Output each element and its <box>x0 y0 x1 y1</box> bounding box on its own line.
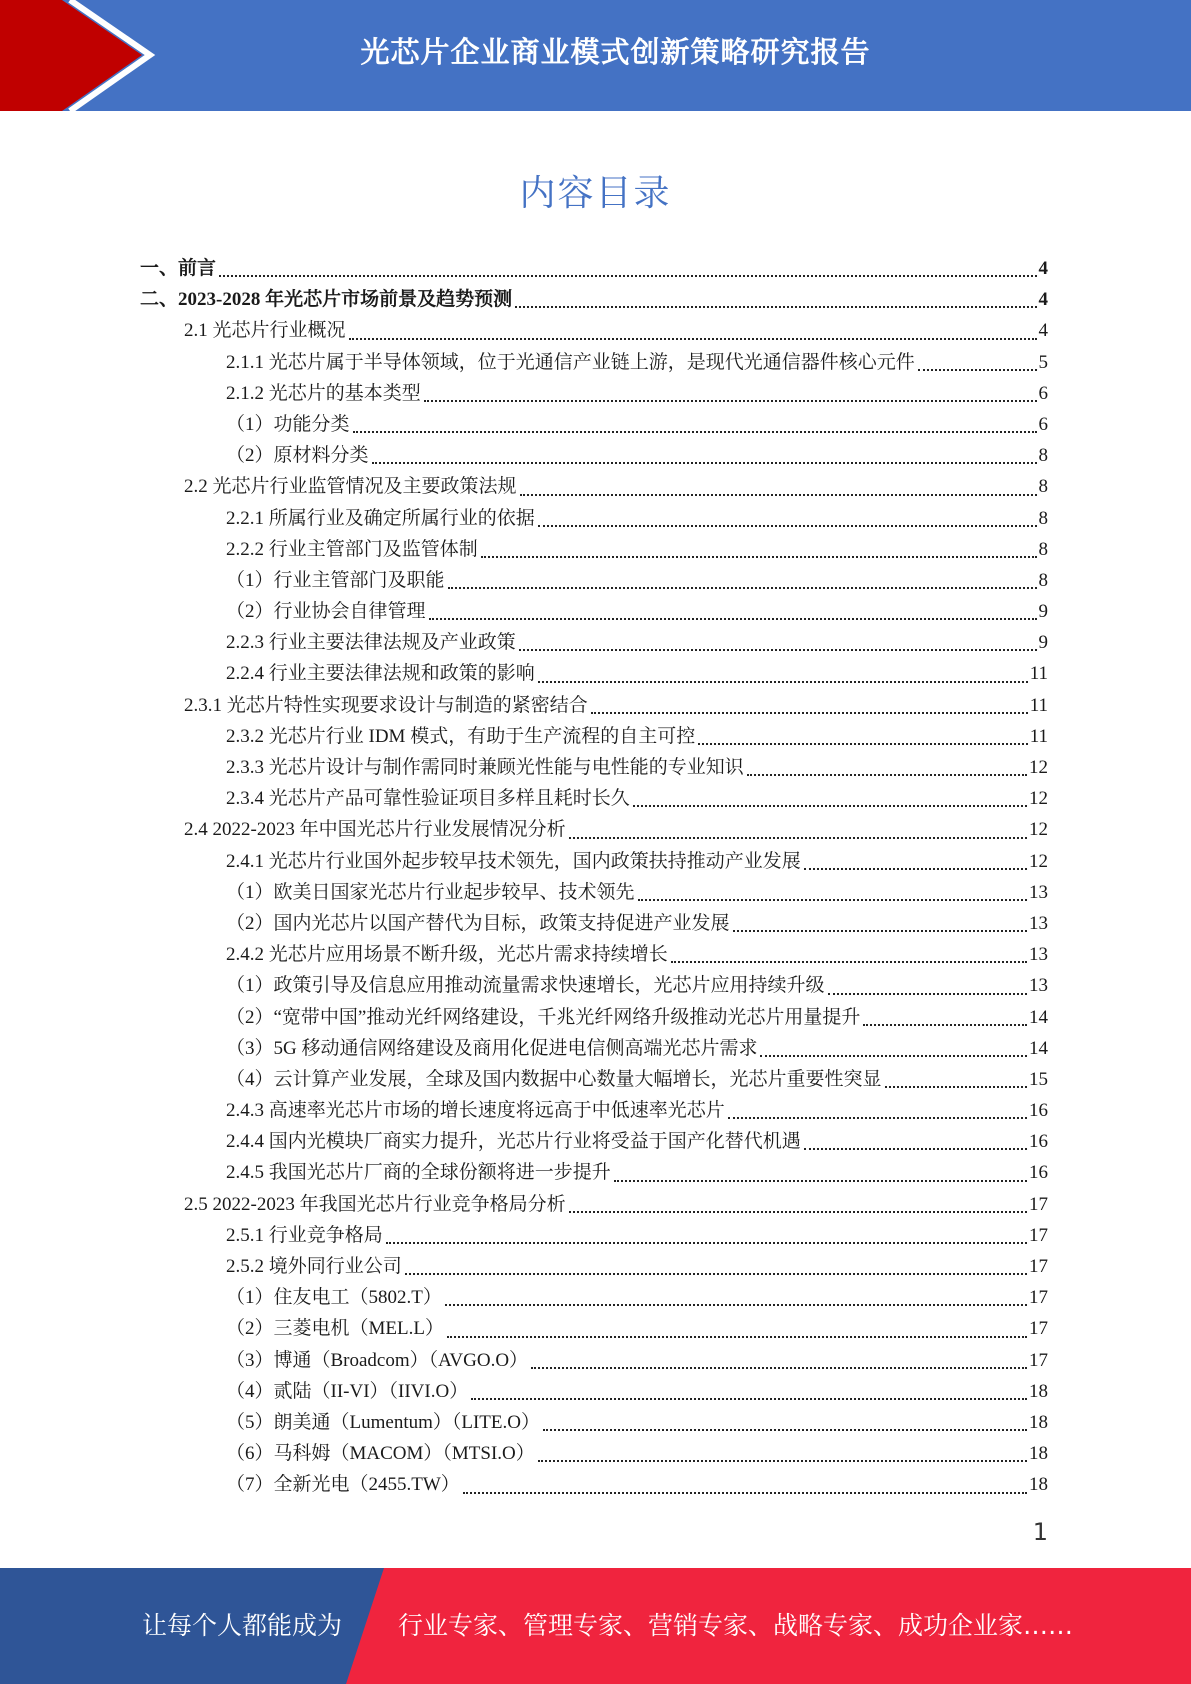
toc-entry[interactable] <box>140 690 1048 721</box>
page-number: 1 <box>1032 1518 1048 1546</box>
toc-dot-leader <box>471 1398 1027 1400</box>
toc-entry-title: （1）住友电工（5802.T） <box>226 1287 442 1309</box>
toc-entry-title: 2.4.5 我国光芯片厂商的全球份额将进一步提升 <box>226 1162 611 1184</box>
toc-entry-page: 8 <box>1038 538 1048 560</box>
toc-dot-leader <box>591 712 1028 714</box>
toc-dot-leader <box>463 1492 1027 1494</box>
toc-entry[interactable] <box>140 1345 1048 1376</box>
footer-slogan-left: 让每个人都能成为 <box>142 1611 343 1640</box>
toc-entry-title: 2.1 光芯片行业概况 <box>184 320 346 342</box>
toc-dot-leader <box>733 930 1027 932</box>
toc-dot-leader <box>638 899 1027 901</box>
toc-dot-leader <box>728 1117 1027 1119</box>
toc-dot-leader <box>424 400 1037 402</box>
toc-entry[interactable] <box>140 1438 1048 1469</box>
toc-dot-leader <box>372 462 1037 464</box>
toc-entry-title: 2.5 2022-2023 年我国光芯片行业竞争格局分析 <box>184 1193 566 1215</box>
toc-entry[interactable] <box>140 908 1048 939</box>
toc-dot-leader <box>804 868 1027 870</box>
toc-entry[interactable] <box>140 284 1048 315</box>
toc-entry[interactable] <box>140 596 1048 627</box>
toc-dot-leader <box>863 1024 1027 1026</box>
toc-dot-leader <box>760 1055 1027 1057</box>
toc-entry-page: 4 <box>1038 258 1048 279</box>
toc-entry-title: （4）贰陆（II-VI）（IIVI.O） <box>226 1380 469 1402</box>
toc-dot-leader <box>445 1304 1027 1306</box>
toc-entry-page: 8 <box>1038 569 1048 591</box>
toc-entry-title: 2.5.1 行业竞争格局 <box>226 1224 383 1246</box>
toc-entry[interactable] <box>140 1376 1048 1407</box>
toc-entry[interactable] <box>140 877 1048 908</box>
toc-entry[interactable] <box>140 970 1048 1001</box>
toc-entry-page: 13 <box>1029 912 1048 934</box>
toc-dot-leader <box>386 1242 1027 1244</box>
toc-dot-leader <box>633 805 1027 807</box>
toc-entry-page: 8 <box>1038 445 1048 467</box>
toc-dot-leader <box>918 369 1037 371</box>
toc-entry[interactable] <box>140 1282 1048 1313</box>
toc-entry-page: 16 <box>1029 1162 1048 1184</box>
toc-entry-title: （4）云计算产业发展，全球及国内数据中心数量大幅增长，光芯片重要性突显 <box>226 1068 882 1090</box>
toc-entry-title: （1）政策引导及信息应用推动流量需求快速增长，光芯片应用持续升级 <box>226 975 825 997</box>
toc-entry-page: 8 <box>1038 507 1048 529</box>
toc-entry-page: 11 <box>1029 694 1048 716</box>
toc-entry-page: 9 <box>1038 632 1048 654</box>
toc-entry-page: 12 <box>1029 850 1048 872</box>
toc-entry-title: 2.2 光芯片行业监管情况及主要政策法规 <box>184 476 517 498</box>
toc-entry-page: 12 <box>1029 757 1048 778</box>
toc-entry-page: 9 <box>1038 601 1048 623</box>
toc-entry[interactable] <box>140 939 1048 970</box>
toc-entry[interactable] <box>140 1220 1048 1251</box>
toc-entry-title: （7）全新光电（2455.TW） <box>226 1474 460 1496</box>
toc-entry-page: 13 <box>1029 881 1048 903</box>
toc-heading: 内容目录 <box>519 173 672 214</box>
toc-entry[interactable] <box>140 1095 1048 1126</box>
toc-dot-leader <box>569 837 1027 839</box>
toc-entry-title: （5）朗美通（Lumentum）（LITE.O） <box>226 1411 540 1433</box>
toc-dot-leader <box>747 774 1027 776</box>
toc-entry-page: 4 <box>1038 320 1048 342</box>
toc-entry[interactable] <box>140 783 1048 814</box>
toc-entry-title: （2）原材料分类 <box>226 445 369 467</box>
toc-entry-title: 2.4.1 光芯片行业国外起步较早技术领先，国内政策扶持推动产业发展 <box>226 850 801 872</box>
toc-entry-page: 18 <box>1029 1411 1048 1433</box>
toc-entry-title: 二、2023-2028 年光芯片市场前景及趋势预测 <box>140 289 513 311</box>
toc-entry-page: 17 <box>1029 1318 1048 1340</box>
toc-entry[interactable] <box>140 627 1048 658</box>
toc-entry-title: （2）“宽带中国”推动光纤网络建设，千兆光纤网络升级推动光芯片用量提升 <box>226 1006 861 1028</box>
toc-dot-leader <box>520 494 1037 496</box>
toc-entry-page: 17 <box>1029 1287 1048 1309</box>
toc-entry[interactable] <box>140 1157 1048 1188</box>
toc-entry[interactable] <box>140 315 1048 346</box>
toc-dot-leader <box>538 1460 1027 1462</box>
toc-entry-page: 17 <box>1029 1193 1048 1215</box>
toc-dot-leader <box>349 338 1037 340</box>
footer-slogan-right: 行业专家、管理专家、营销专家、战略专家、成功企业家…… <box>398 1611 1074 1640</box>
toc-entry-page: 14 <box>1029 1037 1048 1059</box>
toc-entry-title: （3）博通（Broadcom）（AVGO.O） <box>226 1349 529 1371</box>
toc-entry[interactable] <box>140 721 1048 752</box>
toc-entry-title: 2.4.3 高速率光芯片市场的增长速度将远高于中低速率光芯片 <box>226 1100 725 1122</box>
toc-entry-page: 16 <box>1029 1131 1048 1153</box>
toc-entry-page: 6 <box>1038 413 1048 435</box>
toc-dot-leader <box>543 1429 1027 1431</box>
toc-entry-title: 2.1.1 光芯片属于半导体领域，位于光通信产业链上游，是现代光通信器件核心元件 <box>226 351 915 373</box>
toc-entry-title: 2.2.2 行业主管部门及监管体制 <box>226 538 478 560</box>
toc-entry[interactable] <box>140 1064 1048 1095</box>
toc-dot-leader <box>538 681 1028 683</box>
toc-entry-title: 2.1.2 光芯片的基本类型 <box>226 382 421 404</box>
toc-dot-leader <box>429 618 1037 620</box>
toc-entry-page: 18 <box>1029 1443 1048 1465</box>
toc-entry[interactable] <box>140 503 1048 534</box>
toc-entry-title: （6）马科姆（MACOM）（MTSI.O） <box>226 1443 535 1465</box>
toc-dot-leader <box>405 1273 1027 1275</box>
toc-entry-title: 2.2.3 行业主要法律法规及产业政策 <box>226 632 516 654</box>
toc-entry-title: 2.2.4 行业主要法律法规和政策的影响 <box>226 663 535 685</box>
toc-dot-leader <box>219 275 1036 277</box>
toc-entry[interactable] <box>140 378 1048 409</box>
toc-entry-page: 12 <box>1029 788 1048 810</box>
toc-dot-leader <box>515 306 1036 308</box>
table-of-contents <box>140 253 1048 1501</box>
toc-dot-leader <box>614 1180 1027 1182</box>
toc-entry[interactable] <box>140 409 1048 440</box>
toc-entry[interactable] <box>140 846 1048 877</box>
toc-entry-title: 2.5.2 境外同行业公司 <box>226 1256 402 1277</box>
toc-dot-leader <box>569 1211 1027 1213</box>
toc-entry-page: 13 <box>1029 975 1048 997</box>
toc-dot-leader <box>447 1336 1027 1338</box>
toc-entry[interactable] <box>140 565 1048 596</box>
toc-entry-page: 16 <box>1029 1100 1048 1122</box>
toc-dot-leader <box>481 556 1037 558</box>
toc-entry-title: 2.4.2 光芯片应用场景不断升级，光芯片需求持续增长 <box>226 944 668 966</box>
toc-entry-page: 11 <box>1029 663 1048 685</box>
toc-entry-page: 17 <box>1029 1256 1048 1277</box>
toc-entry-title: （2）三菱电机（MEL.L） <box>226 1318 444 1340</box>
toc-entry-page: 18 <box>1029 1474 1048 1496</box>
toc-entry-title: （3）5G 移动通信网络建设及商用化促进电信侧高端光芯片需求 <box>226 1037 758 1059</box>
toc-entry-title: （1）行业主管部门及职能 <box>226 569 445 591</box>
toc-entry[interactable] <box>140 1002 1048 1033</box>
toc-entry[interactable] <box>140 752 1048 783</box>
toc-entry-page: 15 <box>1029 1068 1048 1090</box>
toc-entry-title: 2.4.4 国内光模块厂商实力提升，光芯片行业将受益于国产化替代机遇 <box>226 1131 801 1153</box>
toc-dot-leader <box>698 743 1028 745</box>
toc-entry-title: （1）功能分类 <box>226 413 350 435</box>
toc-entry-title: 2.3.1 光芯片特性实现要求设计与制造的紧密结合 <box>184 694 588 716</box>
toc-entry[interactable] <box>140 1189 1048 1220</box>
toc-entry-page: 13 <box>1029 944 1048 966</box>
toc-entry-title: （2）行业协会自律管理 <box>226 601 426 623</box>
toc-entry[interactable] <box>140 814 1048 845</box>
toc-dot-leader <box>531 1367 1027 1369</box>
toc-entry[interactable] <box>140 1033 1048 1064</box>
toc-entry-title: 2.3.4 光芯片产品可靠性验证项目多样且耗时长久 <box>226 788 630 810</box>
toc-entry[interactable] <box>140 534 1048 565</box>
toc-entry-title: （1）欧美日国家光芯片行业起步较早、技术领先 <box>226 881 635 903</box>
toc-dot-leader <box>885 1086 1027 1088</box>
toc-entry-title: 2.3.3 光芯片设计与制作需同时兼顾光性能与电性能的专业知识 <box>226 757 744 778</box>
toc-entry-title: 2.4 2022-2023 年中国光芯片行业发展情况分析 <box>184 819 566 841</box>
toc-entry[interactable] <box>140 1251 1048 1282</box>
toc-entry-page: 18 <box>1029 1380 1048 1402</box>
toc-dot-leader <box>353 431 1037 433</box>
toc-dot-leader <box>804 1148 1027 1150</box>
toc-entry-page: 17 <box>1029 1224 1048 1246</box>
toc-entry-page: 11 <box>1029 725 1048 747</box>
toc-entry-page: 6 <box>1038 382 1048 404</box>
toc-entry[interactable] <box>140 1126 1048 1157</box>
toc-entry[interactable] <box>140 347 1048 378</box>
toc-entry[interactable] <box>140 253 1048 284</box>
toc-dot-leader <box>671 961 1027 963</box>
toc-entry-title: 2.3.2 光芯片行业 IDM 模式，有助于生产流程的自主可控 <box>226 725 696 747</box>
toc-entry[interactable] <box>140 471 1048 502</box>
toc-entry-page: 4 <box>1038 289 1048 311</box>
toc-dot-leader <box>519 649 1037 651</box>
toc-entry-page: 12 <box>1029 819 1048 841</box>
toc-entry[interactable] <box>140 1313 1048 1344</box>
toc-entry-title: （2）国内光芯片以国产替代为目标，政策支持促进产业发展 <box>226 912 730 934</box>
page-footer <box>0 1568 1191 1684</box>
toc-dot-leader <box>828 993 1027 995</box>
toc-entry[interactable] <box>140 1469 1048 1500</box>
toc-entry[interactable] <box>140 1407 1048 1438</box>
toc-dot-leader <box>448 587 1037 589</box>
toc-entry-title: 一、前言 <box>140 258 217 279</box>
toc-entry-page: 5 <box>1038 351 1048 373</box>
report-title: 光芯片企业商业模式创新策略研究报告 <box>360 35 871 69</box>
toc-entry-page: 8 <box>1038 476 1048 498</box>
toc-entry[interactable] <box>140 440 1048 471</box>
toc-entry-page: 17 <box>1029 1349 1048 1371</box>
page-header <box>0 0 1191 111</box>
toc-entry[interactable] <box>140 658 1048 689</box>
toc-entry-page: 14 <box>1029 1006 1048 1028</box>
toc-dot-leader <box>538 525 1037 527</box>
toc-entry-title: 2.2.1 所属行业及确定所属行业的依据 <box>226 507 535 529</box>
